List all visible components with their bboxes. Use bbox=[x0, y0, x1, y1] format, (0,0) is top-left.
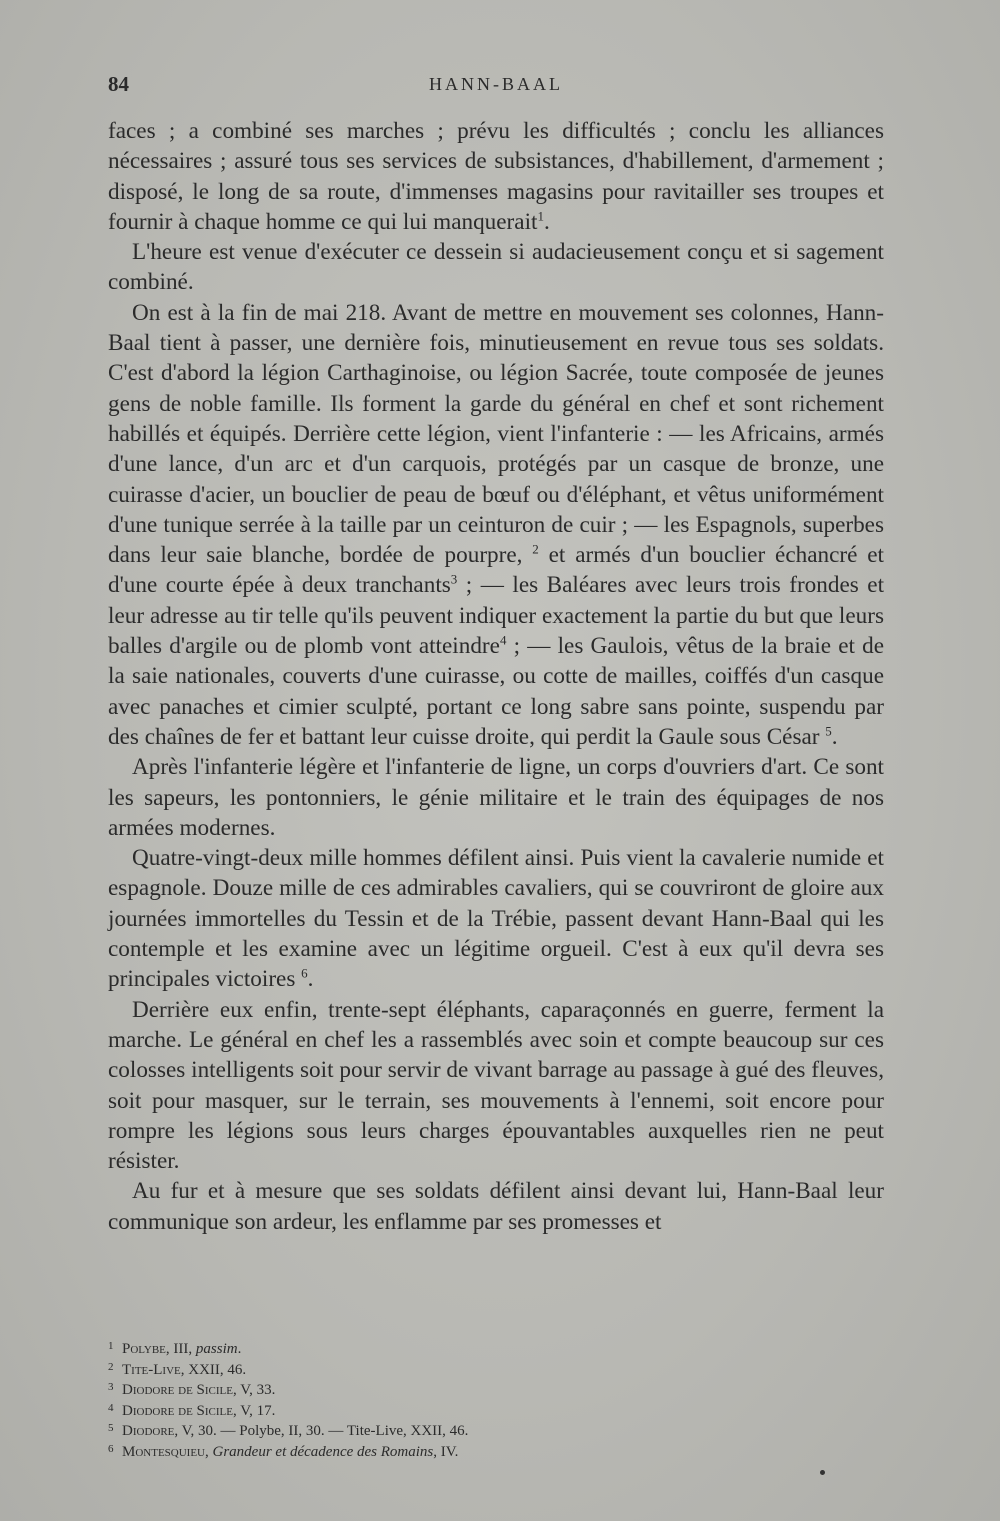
page-number: 84 bbox=[108, 72, 129, 96]
footnotes bbox=[108, 1338, 884, 1462]
footnote-ref-6: 6 bbox=[301, 965, 308, 981]
paragraph-1: faces ; a combiné ses marches ; prévu les difficultés ; conclu les alliances nécessaires ; assuré tous ses services de subsistances, d'habillement, d'armement ; disposé, le long de sa route, d'immenses magasins pour ravitailler ses troupes et fournir à chaque homme ce qui lui manquerait$^1$. bbox=[108, 118, 884, 235]
footnote-6: 6 Montesquieu, Grandeur et décadence des Romains, IV. bbox=[108, 1442, 459, 1460]
paragraph-4: Après l'infanterie légère et l'infanterie de ligne, un corps d'ouvriers d'art. Ce sont les sapeurs, les pontonniers, le génie militaire et le train des équipages de nos armées modernes. bbox=[108, 754, 884, 841]
paragraph-3: On est à la fin de mai 218. Avant de mettre en mouvement ses colonnes, Hann-Baal tient à passer, une dernière fois, minutieusement en revue tous ses soldats. C'est d'abord la légion Carthaginoise, ou légion Sacrée, toute composée de jeunes gens de noble famille. Ils forment la garde du général en chef et sont richement habillés et équipés. Derrière cette légion, vient l'infanterie : — les Africains, armés d'une lance, d'un arc et d'un carquois, protégés par un casque de bronze, une cuirasse d'acier, un bouclier de peau de bœuf ou d'éléphant, et vêtus uniformément d'une tunique serrée à la taille par un ceinturon de cuir ; — les Espagnols, superbes dans leur saie blanche, bordée de pourpre, $^2$ et armés d'un bouclier échancré et d'une courte épée à deux tranchants$^3$ ; — les Baléares avec leurs trois frondes et leur adresse au tir telle qu'ils peuvent indiquer exactement la partie du but que leurs balles d'argile ou de plomb vont atteindre$^4$ ; — les Gaulois, vêtus de la braie et de la saie nationales, couverts d'une cuirasse, ou cotte de mailles, coiffés d'un casque avec panaches et cimier sculpté, portant ce long sabre sans pointe, suspendu par des chaînes de fer et battant leur cuisse droite, qui perdit la Gaule sous César $^5$. bbox=[108, 299, 885, 750]
paragraph-5: Quatre-vingt-deux mille hommes défilent ainsi. Puis vient la cavalerie numide et espagnole. Douze mille de ces admirables cavaliers, qui se couvriront de gloire aux journées immortelles du Tessin et de la Trébie, passent devant Hann-Baal qui les contemple et les examine avec un légitime orgueil. C'est à eux qu'il devra ses principales victoires $^6$. bbox=[108, 845, 884, 993]
footnote-ref-3: 3 bbox=[450, 571, 458, 587]
footnote-ref-5: 5 bbox=[825, 723, 832, 739]
paragraph-7: Au fur et à mesure que ses soldats défilent ainsi devant lui, Hann-Baal leur communique son ardeur, les enflamme par ses promesses et bbox=[108, 1178, 884, 1235]
footnote-ref-1: 1 bbox=[537, 208, 544, 224]
page-header bbox=[108, 72, 884, 104]
running-head: HANN-BAAL bbox=[429, 74, 563, 94]
footnote-1: 1 Polybe, III, passim. bbox=[108, 1340, 242, 1357]
paragraph-2: L'heure est venue d'exécuter ce dessein si audacieusement conçu et si sagement combiné. bbox=[108, 239, 884, 296]
ink-dot bbox=[820, 1470, 825, 1475]
body-text bbox=[108, 116, 884, 1237]
paragraph-6: Derrière eux enfin, trente-sept éléphants, caparaçonnés en guerre, ferment la marche. Le général en chef les a rassemblés avec soin et compte beaucoup sur ces colosses intelligents soit pour servir de vivant barrage au passage à gué des fleuves, soit pour masquer, sur le terrain, ses mouvements à l'ennemi, soit encore pour rompre les légions sous leurs charges épouvantables auxquelles rien ne peut résister. bbox=[108, 996, 884, 1175]
footnote-3: 3 Diodore de Sicile, V, 33. bbox=[108, 1381, 276, 1399]
footnote-4: 4 Diodore de Sicile, V, 17. bbox=[108, 1401, 276, 1419]
footnote-ref-4: 4 bbox=[499, 632, 507, 648]
footnote-ref-2: 2 bbox=[532, 541, 539, 557]
footnote-5: 5 Diodore, V, 30. — Polybe, II, 30. — Tite-Live, XXII, 46. bbox=[108, 1422, 469, 1440]
footnote-2: 2 Tite-Live, XXII, 46. bbox=[108, 1360, 247, 1378]
